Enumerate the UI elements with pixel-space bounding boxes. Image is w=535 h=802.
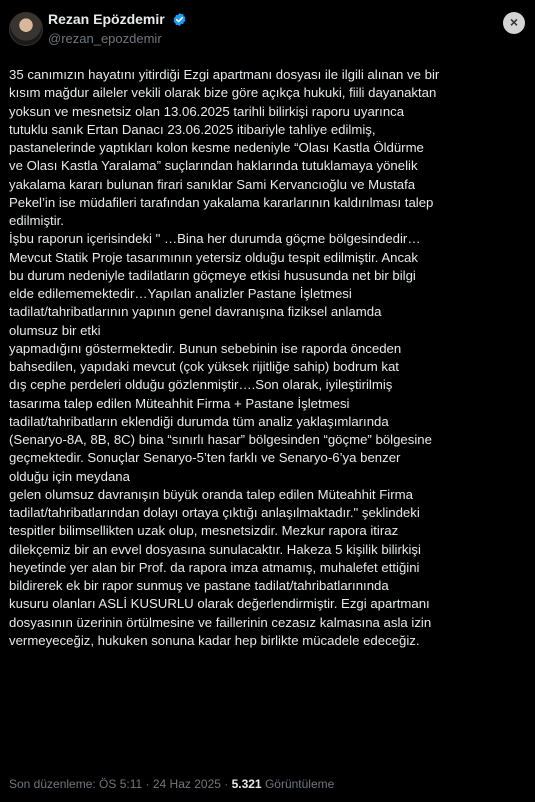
tweet-text-line: tutuklu sanık Ertan Danacı 23.06.2025 itibariyle tahliye edilmiş, xyxy=(9,121,376,137)
tweet-text-line: vermeyeceğiz, hukuken sonuna kadar hep birlikte mücadele edeceğiz. xyxy=(9,632,420,648)
views-count: 5.321 xyxy=(231,777,262,791)
author-name[interactable] xyxy=(48,11,187,30)
tweet-text-line: 35 canımızın hayatını yitirdiği Ezgi apartmanı dosyası ile ilgili alınan ve bir xyxy=(9,67,440,82)
edited-timestamp[interactable]: Son düzenleme: ÖS 5:11 · 24 Haz 2025 · xyxy=(9,777,232,791)
tweet-text-line: Mevcut Statik Proje tasarımının yetersiz olduğu tespit edilmiştir. Ancak xyxy=(9,249,418,265)
close-icon[interactable]: × xyxy=(503,12,525,34)
tweet-text-line: tadilat/tahribatlarının yapının genel davranışına fiziksel anlamda xyxy=(9,304,382,320)
tweet-text-line: dosyasının üzerinin örtülmesine ve faillerinin cezasız kalmasına asla izin xyxy=(9,614,432,630)
tweet-text-line: dış cephe perdeleri olduğu gözlenmiştir….Son olarak, iyileştirilmiş xyxy=(9,377,393,393)
tweet-text-line: edilmiştir. xyxy=(9,213,64,228)
tweet-text-line: olumsuz bir etki xyxy=(9,322,101,338)
tweet-text-line: tespitler bilimsellikten uzak olup, mesnetsizdir. Mezkur rapora itiraz xyxy=(9,523,399,539)
tweet-text-line: tasarıma talep edilen Müteahhit Firma + Pastane İşletmesi xyxy=(9,395,350,411)
tweet-meta xyxy=(9,777,334,791)
author-name-text[interactable]: Rezan Epözdemir xyxy=(48,11,165,27)
tweet-text-line: yoksun ve mesnetsiz olan 13.06.2025 tarihli bilirkişi raporu uyarınca xyxy=(9,103,405,119)
tweet-text-line: heyetinde yer alan bir Prof. da rapora imza atmamış, muhalefet ettiğini xyxy=(9,559,420,575)
tweet-text-line: olduğu için meydana xyxy=(9,468,130,484)
tweet-text-line: yakalama kararı bulunan firari sanıklar Sami Kervancıoğlu ve Mustafa xyxy=(9,176,416,192)
tweet-text-line: ve Olası Kastla Yaralama” suçlarından haklarında tutuklamaya yönelik xyxy=(9,158,418,174)
verified-badge-icon xyxy=(172,12,187,30)
tweet-text-line: gelen olumsuz davranışın büyük oranda talep edilen Müteahhit Firma xyxy=(9,486,413,502)
tweet-header xyxy=(0,0,535,58)
tweet-text-line: kusuru olanları ASLİ KUSURLU olarak değerlendirmiştir. Ezgi apartmanı xyxy=(9,596,430,612)
tweet-text-line: bildirerek ek bir rapor sunmuş ve pastane tadilat/tahribatlarınında xyxy=(9,578,389,593)
tweet-text-line: (Senaryo-8A, 8B, 8C) bina “sınırlı hasar” bölgesinden “göçme” bölgesine xyxy=(9,432,432,447)
views-label: Görüntüleme xyxy=(261,777,335,791)
tweet-text-line: tadilat/tahribatların eklendiği durumda tüm analiz yaklaşımlarında xyxy=(9,413,389,429)
tweet-text-line: tadilat/tahribatlarından dolayı ortaya çıktığı anlaşılmaktadır." şeklindeki xyxy=(9,505,420,520)
tweet-text-line: elde edilememektedir…Yapılan analizler Pastane İşletmesi xyxy=(9,286,352,301)
tweet-text-line: kısım mağdur aileler vekili olarak bize göre açıkça hukuki, fiili dayanaktan xyxy=(9,85,437,101)
author-handle[interactable]: @rezan_epozdemir xyxy=(48,31,162,46)
tweet-text-line: bahsedilen, yapıdaki mevcut (çok yüksek rijitliğe sahip) bodrum kat xyxy=(9,359,399,374)
tweet-text-line: Pekel’in ise müdafileri tarafından yakalama kararlarının kaldırılması talep xyxy=(9,194,434,210)
tweet-text xyxy=(9,66,529,650)
tweet-text-line: yapmadığını göstermektedir. Bunun sebebinin ise raporda önceden xyxy=(9,340,402,356)
tweet-text-line: geçmektedir. Sonuçlar Senaryo-5’ten farklı ve Senaryo-6’ya benzer xyxy=(9,450,401,466)
tweet-text-line: İşbu raporun içerisindeki " …Bina her durumda göçme bölgesindedir… xyxy=(9,231,421,247)
avatar[interactable] xyxy=(9,12,43,46)
tweet-text-line: bu durum nedeniyle tadilatların göçmeye etkisi hususunda net bir bilgi xyxy=(9,267,416,283)
tweet-text-line: pastanelerinde yaptıkları kolon kesme nedeniyle “Olası Kastla Öldürme xyxy=(9,140,424,155)
tweet-text-line: dilekçemiz bir an evvel dosyasına sunulacaktır. Hakeza 5 kişilik bilirkişi xyxy=(9,541,421,557)
